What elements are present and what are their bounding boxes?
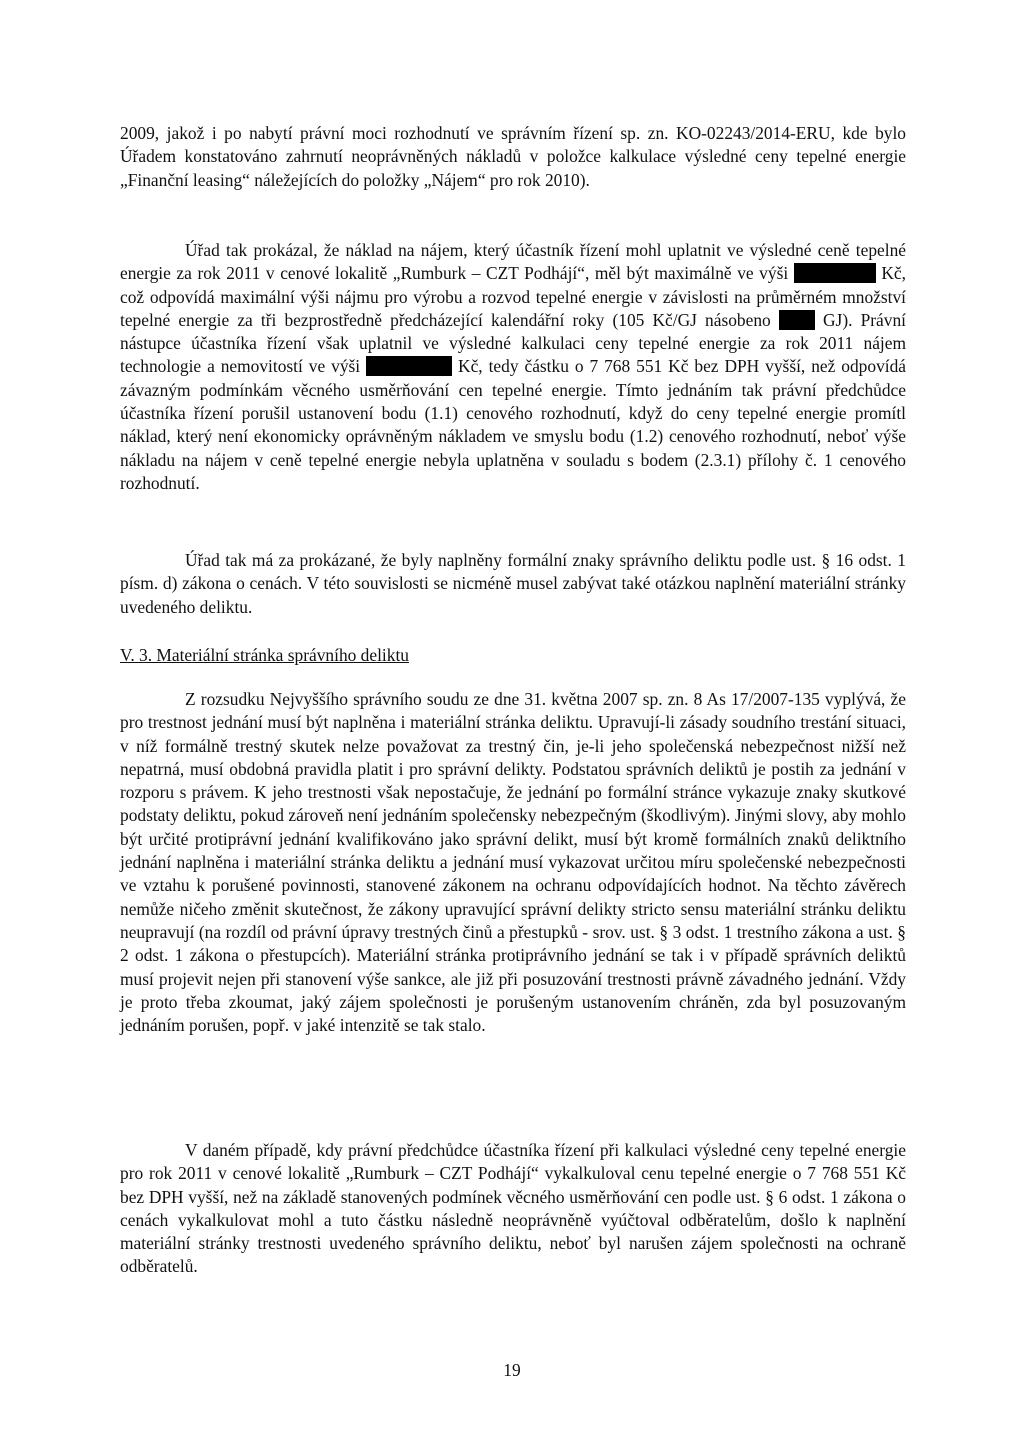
paragraph-proof-rent (120, 239, 906, 495)
paragraph-text-d: Kč, tedy částku o 7 768 551 Kč bez DPH vyšší, než odpovídá závazným podmínkám věcného usměrňování cen tepelné energie. Tímto jednáním tak právní předchůdce účastníka řízení porušil ustanovení bodu (1.1) cenového rozhodnutí, když do ceny tepelné energie promítl náklad, který není ekonomicky oprávněným nákladem ve smyslu bodu (1.2) cenového rozhodnutí, neboť výše nákladu na nájem v ceně tepelné energie nebyla uplatněna v souladu s bodem (2.3.1) přílohy č. 1 cenového rozhodnutí. (120, 356, 907, 493)
paragraph-text-a: Úřad tak prokázal, že náklad na nájem, který účastník řízení mohl uplatnit ve výsledné ceně tepelné energie za rok 2011 v cenové lokalitě „Rumburk – CZT Podhájí“, měl být maximálně ve výši (120, 240, 906, 284)
section-heading: V. 3. Materiální stránka správního deliktu (120, 645, 409, 665)
paragraph-court-ruling: Z rozsudku Nejvyššího správního soudu ze dne 31. května 2007 sp. zn. 8 As 17/2007-135 vyplývá, že pro trestnost jednání musí být naplněna i materiální stránka deliktu. Upravují-li zásady soudního trestání situaci, v níž formálně trestný skutek nelze považovat za trestný čin, je-li jeho společenská nebezpečnost nižší než nepatrná, musí obdobná pravidla platit i pro správní delikty. Podstatou správních deliktů je postih za jednání v rozporu s právem. K jeho trestnosti však nepostačuje, že jednání po formální stránce vykazuje znaky skutkové podstaty deliktu, pokud zároveň není jednáním společensky nebezpečným (škodlivým). Jinými slovy, aby mohlo být určité protiprávní jednání kvalifikováno jako správní delikt, musí být kromě formálních znaků deliktního jednání naplněna i materiální stránka deliktu a jednání musí vykazovat určitou míru společenské nebezpečnosti ve vztahu k porušené povinnosti, stanovené zákonem na ochranu odpovídajících hodnot. Na těchto závěrech nemůže ničeho změnit skutečnost, že zákony upravující správní delikty stricto sensu materiální stránku deliktu neupravují (na rozdíl od právní úpravy trestných činů a přestupků - srov. ust. § 3 odst. 1 trestního zákona a ust. § 2 odst. 1 zákona o přestupcích). Materiální stránka protiprávního jednání se tak i v případě správních deliktů musí projevit nejen při stanovení výše sankce, ale již při posuzování trestnosti právně závadného jednání. Vždy je proto třeba zkoumat, jaký zájem společnosti je porušeným ustanovením chráněn, zda byl posuzovaným jednáním porušen, popř. v jaké intenzitě se tak stalo. (120, 689, 906, 1036)
paragraph-continuation: 2009, jakož i po nabytí právní moci rozhodnutí ve správním řízení sp. zn. KO-02243/2014-ERU, kde bylo Úřadem konstatováno zahrnutí neoprávněných nákladů v položce kalkulace výsledné ceny tepelné energie „Finanční leasing“ náležejících do položky „Nájem“ pro rok 2010). (120, 123, 906, 190)
paragraph-text-c: GJ). Právní nástupce účastníka řízení však uplatnil ve výsledné kalkulaci ceny tepelné energie za rok 2011 nájem technologie a nemovitostí ve výši (120, 309, 906, 377)
paragraph-text-b: Kč, což odpovídá maximální výši nájmu pro výrobu a rozvod tepelné energie v závislosti na průměrném množství tepelné energie za tři bezprostředně předcházející kalendářní roky (105 Kč/GJ násobeno (120, 263, 906, 330)
paragraph-formal-elements: Úřad tak má za prokázané, že byly naplněny formální znaky správního deliktu podle ust. § 16 odst. 1 písm. d) zákona o cenách. V této souvislosti se nicméně musel zabývat také otázkou naplnění materiální stránky uvedeného deliktu. (120, 550, 906, 617)
redaction-box-quantity (779, 310, 815, 330)
redaction-box-amount (794, 263, 876, 283)
paragraph-conclusion: V daném případě, kdy právní předchůdce účastníka řízení při kalkulaci výsledné ceny tepelné energie pro rok 2011 v cenové lokalitě „Rumburk – CZT Podhájí“ vykalkuloval cenu tepelné energie o 7 768 551 Kč bez DPH vyšší, než na základě stanovených podmínek věcného usměrňování cen podle ust. § 6 odst. 1 zákona o cenách vykalkulovat mohl a tuto částku následně neoprávněně vyúčtoval odběratelům, došlo k naplnění materiální stránky trestnosti uvedeného správního deliktu, neboť byl narušen zájem společnosti na ochraně odběratelů. (120, 1140, 906, 1277)
page-number: 19 (503, 1360, 521, 1380)
redaction-box-claimed-rent (366, 356, 452, 376)
